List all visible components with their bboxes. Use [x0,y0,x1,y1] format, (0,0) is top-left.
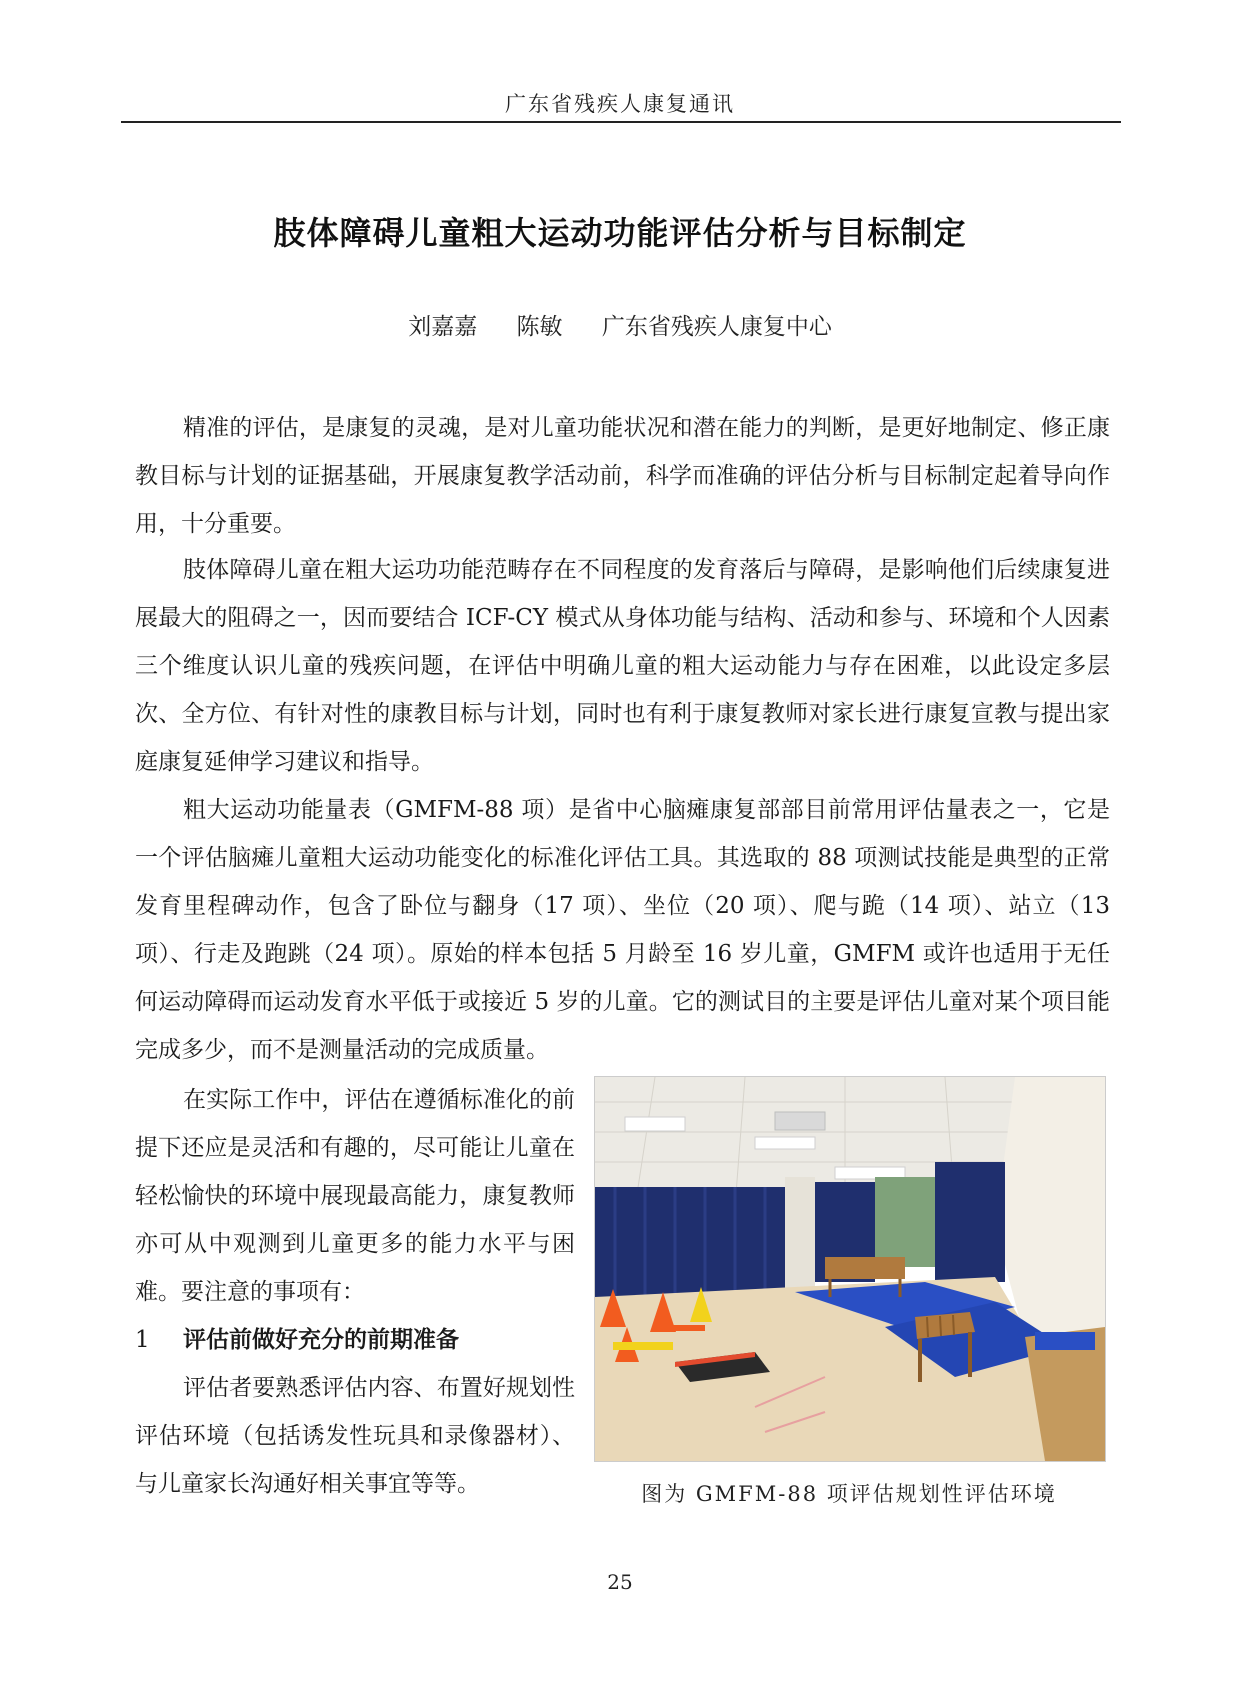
author-name: 陈敏 [516,314,563,340]
body-paragraph [135,546,1110,786]
paragraph-text: 粗大运动功能量表（GMFM-88 项）是省中心脑瘫康复部部目前常用评估量表之一，它是一个评估脑瘫儿童粗大运动功能变化的标准化评估工具。其选取的 88 项测试技能是典型的正常发育里程碑动作，包含了卧位与翻身（17 项）、坐位（20 项）、爬与跪（14 项）、站立（13 项）、行走及跑跳（24 项）。原始的样本包括 5 月龄至 16 岁儿童，GMFM 或许也适用于无任何运动障碍而运动发育水平低于或接近 5 岁的儿童。它的测试目的主要是评估儿童对某个项目能完成多少，而不是测量活动的完成质量。 [135,797,1110,1063]
page-number: 25 [607,1570,633,1594]
figure-caption: 图为 GMFM-88 项评估规划性评估环境 [641,1482,1057,1506]
paragraph-text: 精准的评估，是康复的灵魂，是对儿童功能状况和潜在能力的判断，是更好地制定、修正康教目标与计划的证据基础，开展康复教学活动前，科学而准确的评估分析与目标制定起着导向作用，十分重要。 [135,415,1110,537]
body-paragraph [135,404,1110,548]
section-heading [135,1316,575,1364]
header-rule [121,121,1121,123]
byline [0,308,1240,341]
author-affiliation: 广东省残疾人康复中心 [601,314,832,340]
paragraph-text: 肢体障碍儿童在粗大运功功能范畴存在不同程度的发育落后与障碍，是影响他们后续康复进展最大的阻碍之一，因而要结合 ICF-CY 模式从身体功能与结构、活动和参与、环境和个人因素三个维度认识儿童的残疾问题，在评估中明确儿童的粗大运动能力与存在困难，以此设定多层次、全方位、有针对性的康教目标与计划，同时也有利于康复教师对家长进行康复宣教与提出家庭康复延伸学习建议和指导。 [135,557,1110,775]
left-column [135,1076,575,1508]
paragraph-text: 评估者要熟悉评估内容、布置好规划性评估环境（包括诱发性玩具和录像器材）、与儿童家长沟通好相关事宜等等。 [135,1375,575,1497]
body-paragraph [135,786,1110,1074]
section-title: 评估前做好充分的前期准备 [183,1327,459,1353]
article-title: 肢体障碍儿童粗大运动功能评估分析与目标制定 [273,214,967,252]
running-header: 广东省残疾人康复通讯 [505,92,735,116]
paragraph-text: 在实际工作中，评估在遵循标准化的前提下还应是灵活和有趣的，尽可能让儿童在轻松愉快的环境中展现最高能力，康复教师亦可从中观测到儿童更多的能力水平与困难。要注意的事项有： [135,1087,575,1305]
section-number: 1 [135,1327,150,1353]
author-name: 刘嘉嘉 [408,314,478,340]
assessment-room-photo [594,1076,1106,1462]
